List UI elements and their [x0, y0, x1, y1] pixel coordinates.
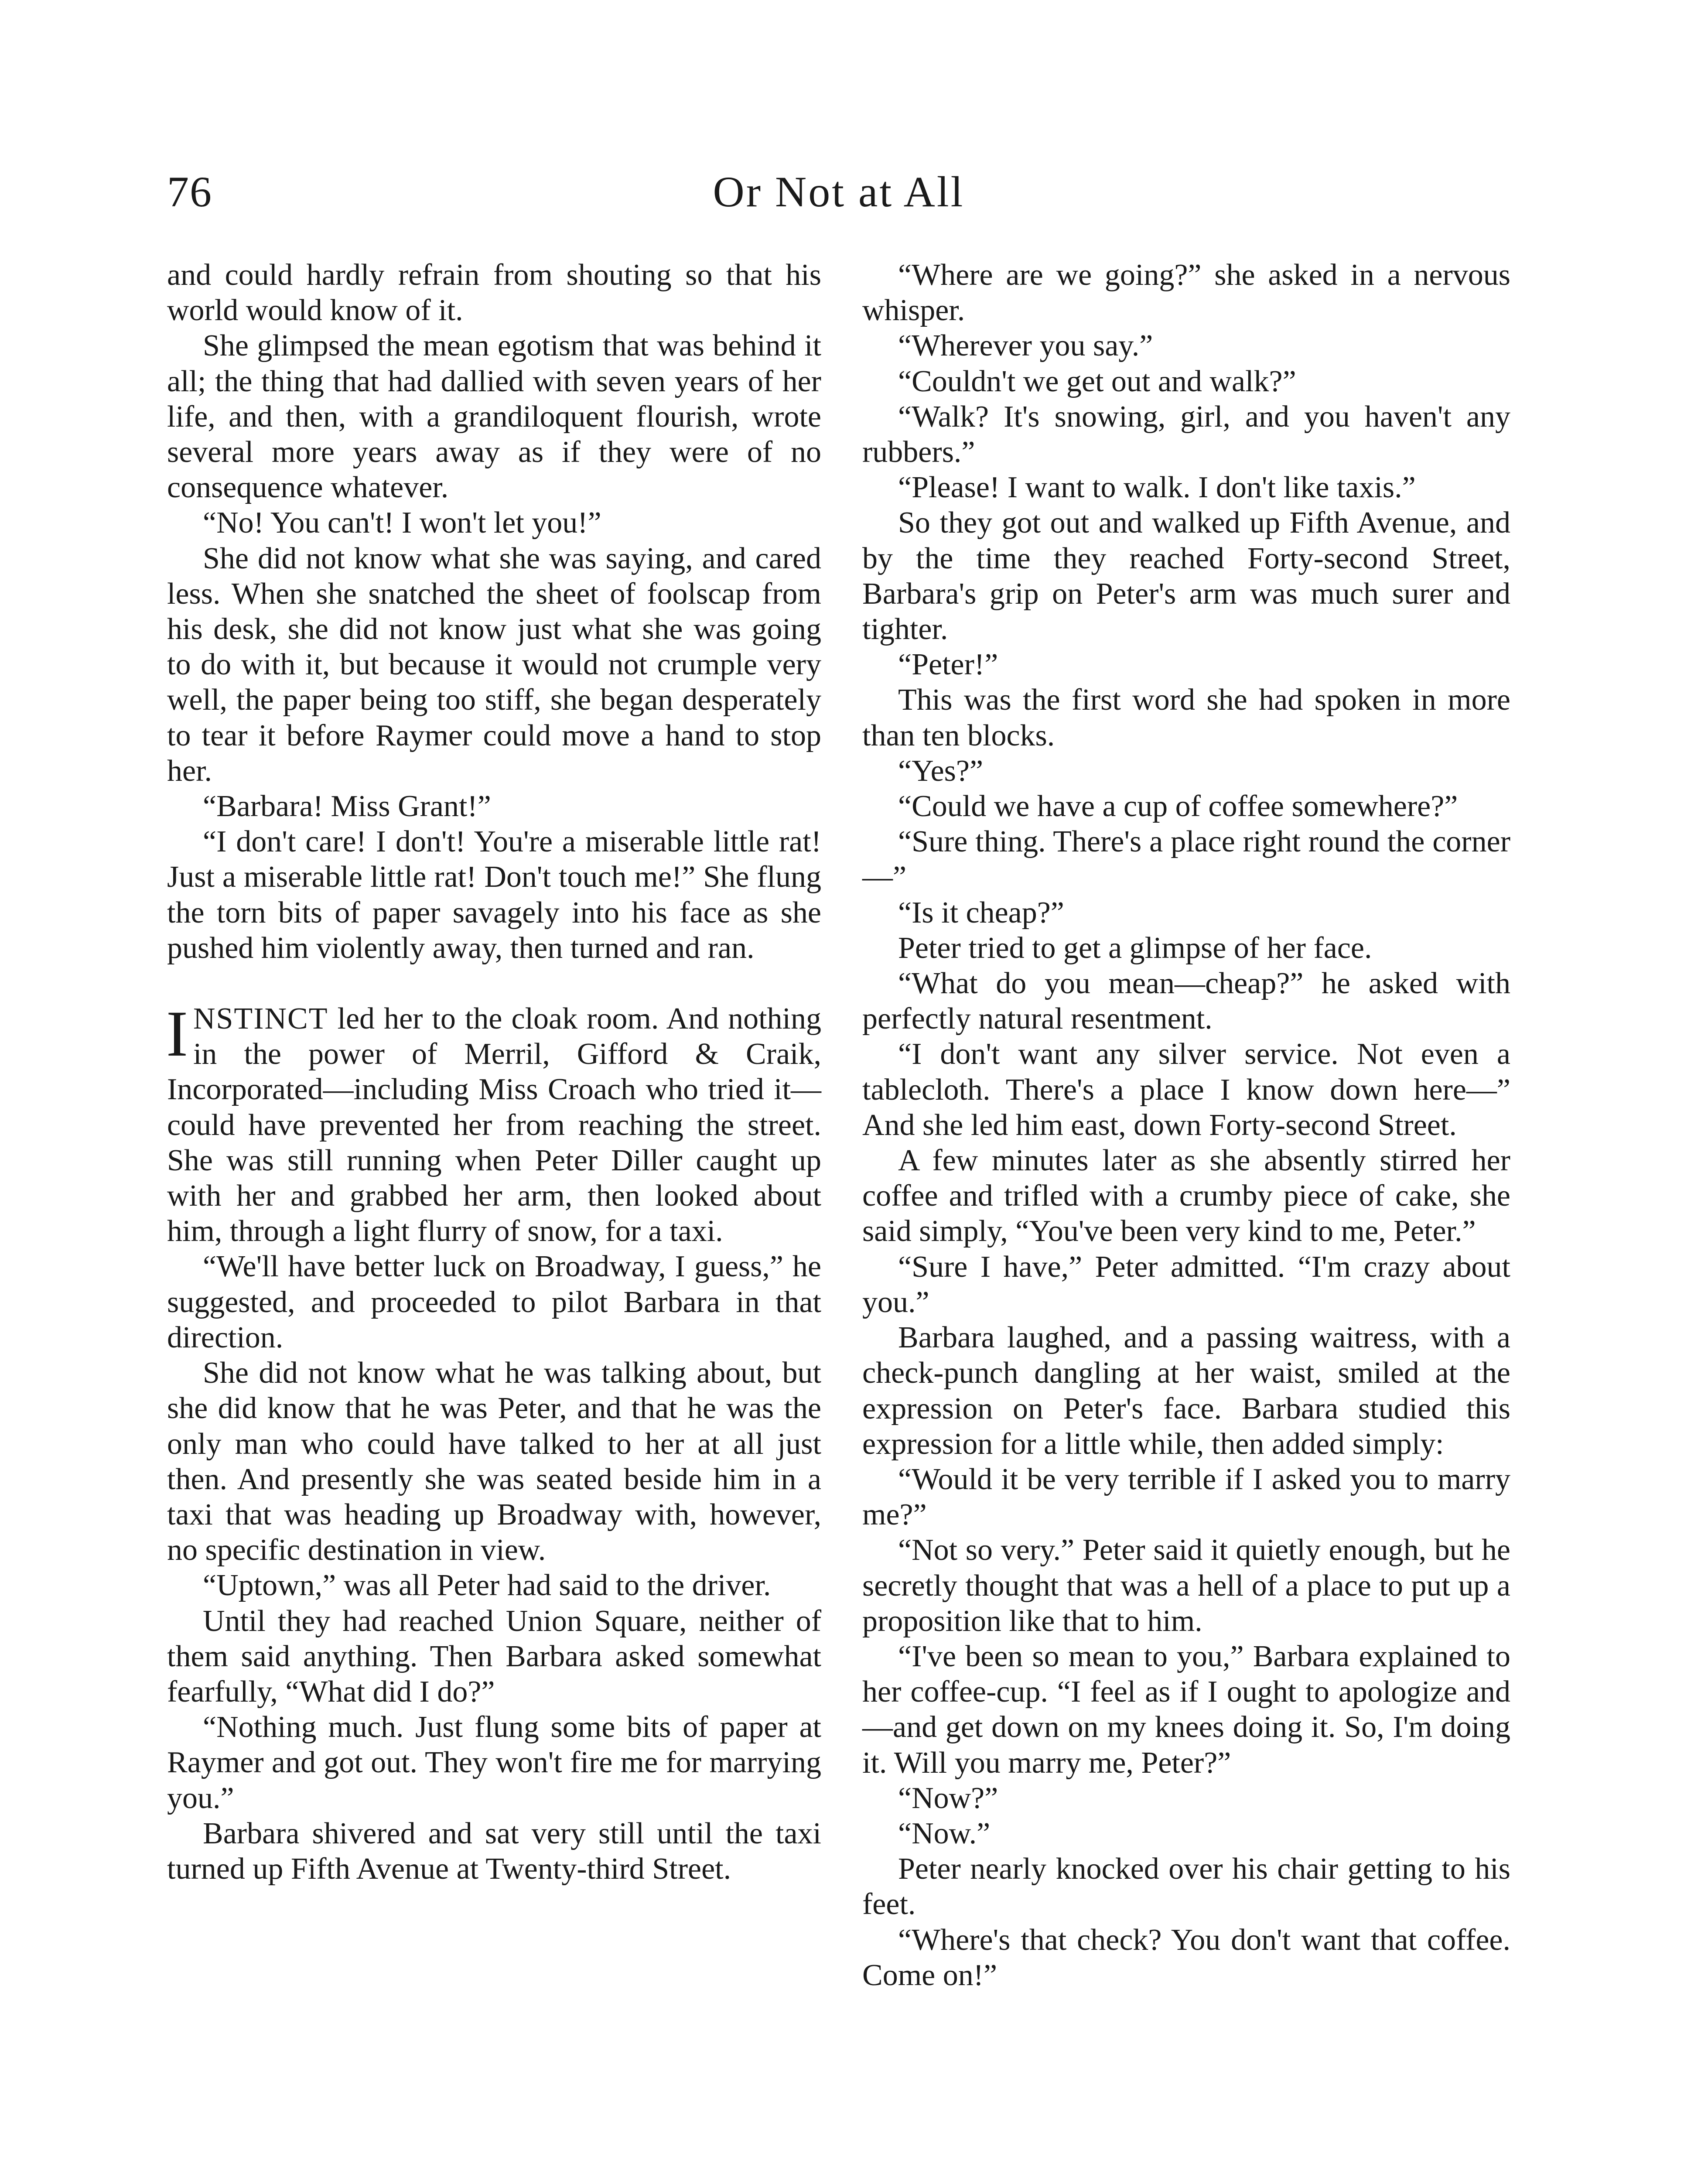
paragraph: “I've been so mean to you,” Barbara explained to her coffee-cup. “I feel as if I ought to apologize and—and get down on my knees doing it. So, I'm doing it. Will you marry me, Peter?”: [862, 1639, 1510, 1780]
paragraph: Barbara shivered and sat very still until the taxi turned up Fifth Avenue at Twenty-third Street.: [167, 1816, 821, 1886]
paragraph: “I don't want any silver service. Not even a tablecloth. There's a place I know down here—” And she led him east, down Forty-second Street.: [862, 1037, 1510, 1142]
running-head: [167, 161, 1510, 222]
paragraph: “No! You can't! I won't let you!”: [203, 506, 601, 540]
paragraph: “Now.”: [898, 1816, 991, 1850]
drop-cap: I: [166, 998, 188, 1070]
paragraph: This was the first word she had spoken in more than ten blocks.: [862, 683, 1510, 752]
paragraph: She did not know what she was saying, and cared less. When she snatched the sheet of foolscap from his desk, she did not know just what she was going to do with it, but because it would not crumple very well, the paper being too stiff, she began desperately to tear it before Raymer could move a hand to stop her.: [167, 541, 821, 788]
section-opening-paragraph: [166, 998, 821, 1249]
paragraph: “Yes?”: [898, 754, 984, 788]
paragraph: “Peter!”: [898, 648, 998, 682]
right-column: [862, 257, 1510, 1993]
paragraph: “I don't care! I don't! You're a miserable little rat! Just a miserable little rat! Don't touch me!” She flung the torn bits of paper savagely into his face as she pushed him violently away, then turned and ran.: [167, 825, 821, 965]
paragraph: Until they had reached Union Square, neither of them said anything. Then Barbara asked somewhat fearfully, “What did I do?”: [167, 1604, 821, 1709]
paragraph: “Couldn't we get out and walk?”: [898, 364, 1296, 398]
paragraph: Peter nearly knocked over his chair getting to his feet.: [862, 1852, 1510, 1921]
left-column: [167, 257, 821, 1887]
paragraph: “Where are we going?” she asked in a nervous whisper.: [862, 258, 1510, 328]
paragraph: “Where's that check? You don't want that coffee. Come on!”: [862, 1923, 1510, 1992]
paragraph: “Could we have a cup of coffee somewhere?”: [898, 790, 1458, 824]
paragraph: “Uptown,” was all Peter had said to the driver.: [203, 1569, 771, 1603]
paragraph: She glimpsed the mean egotism that was behind it all; the thing that had dallied with seven years of her life, and then, with a grandiloquent flourish, wrote several more years away as if they were of no consequence whatever.: [167, 329, 821, 505]
lead-text: led her to the cloak room. And nothing in the power of Merril, Gifford & Craik, Incorporated—including Miss Croach who tried it—could have prevented her from reaching the street. She was still running when Peter Diller caught up with her and grabbed her arm, then looked about him, through a light flurry of snow, for a taxi.: [167, 1002, 821, 1248]
lead-caps: NSTINCT: [193, 1002, 328, 1036]
paragraph: “What do you mean—cheap?” he asked with perfectly natural resentment.: [862, 967, 1510, 1036]
paragraph: “We'll have better luck on Broadway, I guess,” he suggested, and proceeded to pilot Barbara in that direction.: [167, 1250, 821, 1354]
paragraph: “Walk? It's snowing, girl, and you haven't any rubbers.”: [862, 400, 1510, 469]
paragraph: “Nothing much. Just flung some bits of paper at Raymer and got out. They won't fire me for marrying you.”: [167, 1710, 821, 1815]
paragraph: Barbara laughed, and a passing waitress, with a check-punch dangling at her waist, smiled at the expression on Peter's face. Barbara studied this expression for a little while, then added simply:: [862, 1321, 1510, 1461]
paragraph: Peter tried to get a glimpse of her face.: [898, 931, 1372, 965]
paragraph: “Not so very.” Peter said it quietly enough, but he secretly thought that was a hell of a place to put up a proposition like that to him.: [862, 1533, 1510, 1638]
paragraph: “Barbara! Miss Grant!”: [203, 790, 491, 824]
paragraph: So they got out and walked up Fifth Avenue, and by the time they reached Forty-second Street, Barbara's grip on Peter's arm was much surer and tighter.: [862, 506, 1510, 646]
paragraph: and could hardly refrain from shouting so that his world would know of it.: [167, 258, 821, 328]
paragraph: “Is it cheap?”: [898, 896, 1064, 930]
running-title: Or Not at All: [713, 168, 965, 216]
paragraph: “Please! I want to walk. I don't like taxis.”: [898, 471, 1416, 505]
paragraph: “Would it be very terrible if I asked you to marry me?”: [862, 1462, 1510, 1532]
paragraph: “Now?”: [898, 1781, 998, 1815]
paragraph: A few minutes later as she absently stirred her coffee and trifled with a crumby piece of cake, she said simply, “You've been very kind to me, Peter.”: [862, 1144, 1510, 1248]
paragraph: “Sure I have,” Peter admitted. “I'm crazy about you.”: [862, 1250, 1510, 1319]
paragraph: She did not know what he was talking about, but she did know that he was Peter, and that he was the only man who could have talked to her at all just then. And presently she was seated beside him in a taxi that was heading up Broadway with, however, no specific destination in view.: [167, 1356, 821, 1567]
paragraph: “Sure thing. There's a place right round the corner—”: [862, 825, 1510, 894]
paragraph: “Wherever you say.”: [898, 329, 1153, 363]
page-number: 76: [167, 168, 212, 216]
